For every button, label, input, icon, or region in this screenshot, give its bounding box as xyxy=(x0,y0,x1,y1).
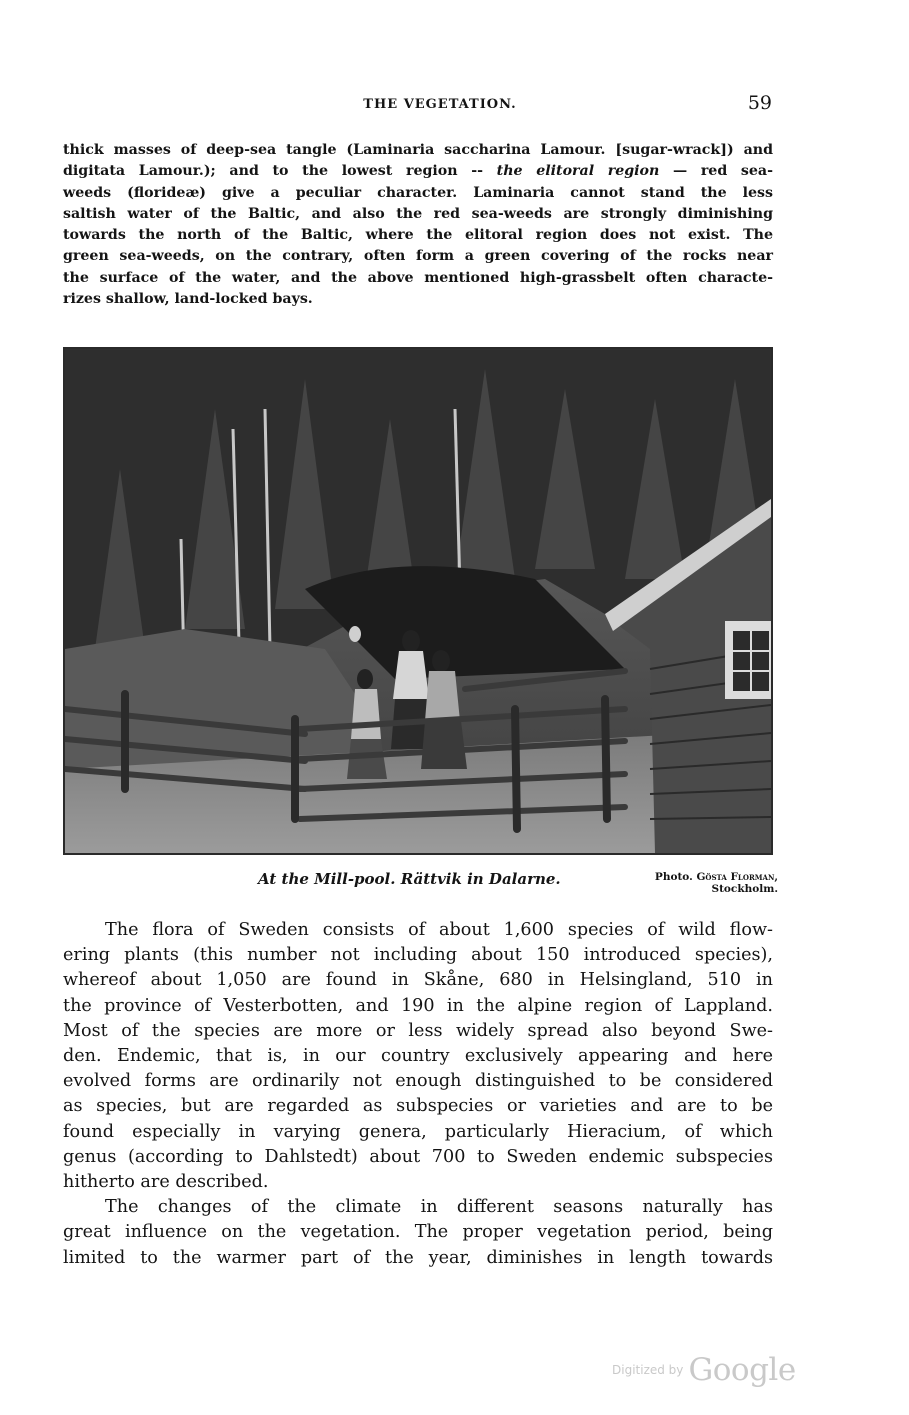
text-line: evolved forms are ordinarily not enough distinguished to be considered xyxy=(63,1071,773,1092)
text-line: limited to the warmer part of the year, diminishes in length towards xyxy=(63,1247,773,1268)
text-line: green sea-weeds, on the contrary, often form a green covering of the rocks near xyxy=(63,248,773,265)
sea-weed-paragraph xyxy=(63,140,773,310)
text-line: hitherto are described. xyxy=(63,1172,269,1193)
text-line: Most of the species are more or less widely spread also beyond Swe- xyxy=(63,1020,773,1041)
photo-illustration xyxy=(65,349,771,853)
text-line: whereof about 1,050 are found in Skåne, 680 in Helsingland, 510 in xyxy=(63,970,773,991)
text-line: thick masses of deep-sea tangle (Laminaria saccharina Lamour. [sugar-wrack]) and xyxy=(63,142,773,158)
text-line: den. Endemic, that is, in our country exclusively appearing and here xyxy=(63,1046,773,1067)
text-line: genus (according to Dahlstedt) about 700 to Sweden endemic subspecies xyxy=(63,1146,773,1167)
text-line: great influence on the vegetation. The proper vegetation period, being xyxy=(63,1222,773,1243)
photo-caption: At the Mill-pool. Rättvik in Dalarne. xyxy=(258,870,561,888)
text-line: towards the north of the Baltic, where the elitoral region does not exist. The xyxy=(63,227,773,244)
digitized-watermark: Digitized by Google xyxy=(612,1352,796,1388)
text-line: found especially in varying genera, particularly Hieracium, of which xyxy=(63,1121,773,1142)
text-line: the surface of the water, and the above mentioned high-grassbelt often characte- xyxy=(63,269,773,286)
text-line: saltish water of the Baltic, and also the red sea-weeds are strongly diminishing xyxy=(63,205,773,222)
mill-pool-photograph xyxy=(63,347,773,855)
flora-paragraphs xyxy=(63,918,773,1271)
photo-credit: Photo. Gösta Florman, Stockholm. xyxy=(654,871,778,895)
text-line: as species, but are regarded as subspecies or varieties and are to be xyxy=(63,1096,773,1117)
google-logo: Google xyxy=(688,1352,796,1388)
text-line: The flora of Sweden consists of about 1,600 species of wild flow- xyxy=(105,920,773,940)
text-line: weeds (florideæ) give a peculiar character. Laminaria cannot stand the less xyxy=(63,184,773,201)
text-line: digitata Lamour.); and to the lowest region -- the elitoral region — red sea- xyxy=(63,163,773,180)
text-line: rizes shallow, land-locked bays. xyxy=(63,291,313,308)
text-line: The changes of the climate in different seasons naturally has xyxy=(105,1197,773,1218)
page-number: 59 xyxy=(747,92,772,114)
running-title: THE VEGETATION. xyxy=(363,97,517,112)
text-line: the province of Vesterbotten, and 190 in the alpine region of Lappland. xyxy=(63,995,773,1016)
text-line: ering plants (this number not including about 150 introduced species), xyxy=(63,945,773,966)
emphasis: the elitoral region xyxy=(496,163,660,180)
